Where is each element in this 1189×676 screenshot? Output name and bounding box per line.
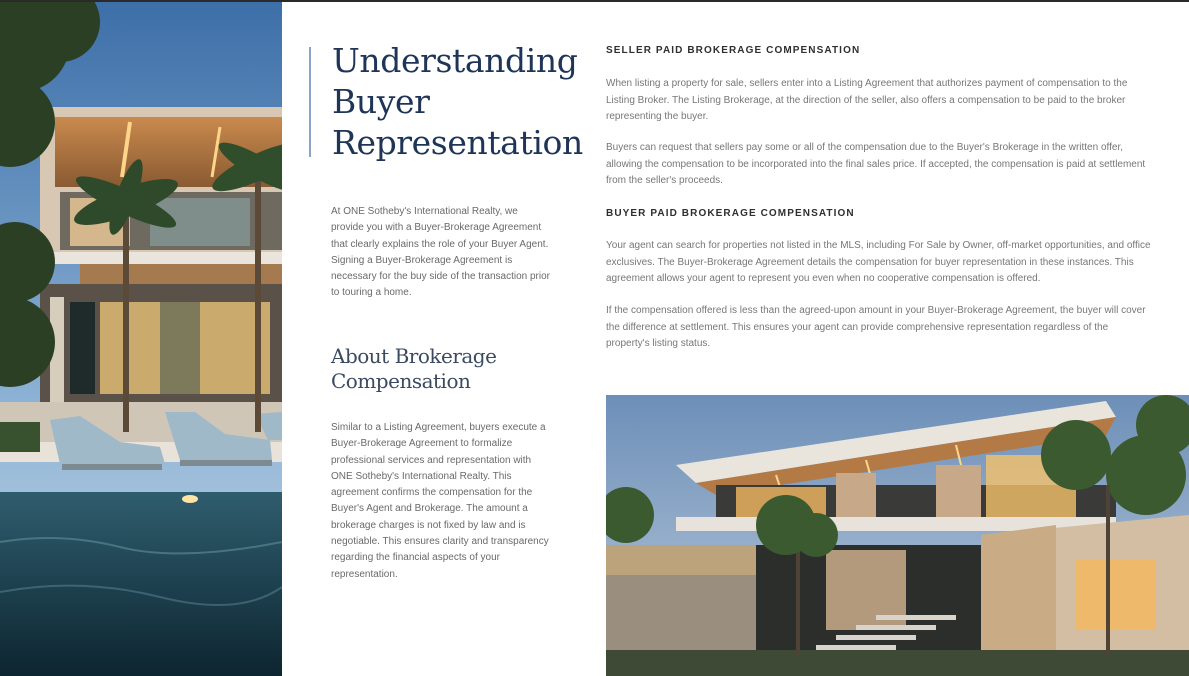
seller-paid-paragraph-1: When listing a property for sale, sellers enter into a Listing Agreement that authorizes payment of compensation to the Listing Broker. The Listing Brokerage, at the direction of the seller, also offers a compensation to be paid to the broker representing the buyer. bbox=[606, 78, 1128, 122]
modern-house-dusk-photo bbox=[606, 395, 1189, 676]
buyer-paid-paragraph-1: Your agent can search for properties not listed in the MLS, including For Sale by Owner, off-market opportunities, and office exclusives. The Buyer-Brokerage Agreement details the compensation for buyer representation in these instances. This agreement allows your agent to represent you even when no cooperative compensation is offered. bbox=[606, 240, 1151, 284]
buyer-paid-paragraph-2: If the compensation offered is less than the agreed-upon amount in your Buyer-Brokerage Agreement, the buyer will cover the difference at settlement. This ensures your agent can provide comprehensive representation regardless of the property's listing status. bbox=[606, 305, 1146, 349]
seller-paid-paragraph-2: Buyers can request that sellers pay some or all of the compensation due to the Buyer's Brokerage in the written offer, allowing the compensation to be incorporated into the final sales price. If accepted, the compensation is paid at settlement from the seller's proceeds. bbox=[606, 142, 1146, 186]
seller-paid-heading: SELLER PAID BROKERAGE COMPENSATION bbox=[606, 45, 861, 56]
intro-paragraph: At ONE Sotheby's International Realty, we provide you with a Buyer-Brokerage Agreement that clearly explains the role of your Buyer Agent. Signing a Buyer-Brokerage Agreement is necessary for the buy side of the transaction prior to touring a home. bbox=[331, 206, 551, 299]
headline-accent-bar bbox=[309, 47, 311, 157]
brokerage-compensation-paragraph: Similar to a Listing Agreement, buyers execute a Buyer-Brokerage Agreement to formalize professional services and representation with ONE Sotheby's International Realty. This agreement confirms the compensation for the Buyer's Agent and Brokerage. The amount a brokerage charges is not fixed by law and is negotiable. This ensures clarity and transparency regarding the financial aspects of your representation. bbox=[331, 422, 549, 580]
page-title: Understanding Buyer Representation bbox=[332, 41, 583, 162]
buyer-paid-heading: BUYER PAID BROKERAGE COMPENSATION bbox=[606, 208, 855, 219]
brokerage-compensation-heading: About Brokerage Compensation bbox=[331, 344, 497, 393]
luxury-home-pool-photo bbox=[0, 2, 282, 676]
